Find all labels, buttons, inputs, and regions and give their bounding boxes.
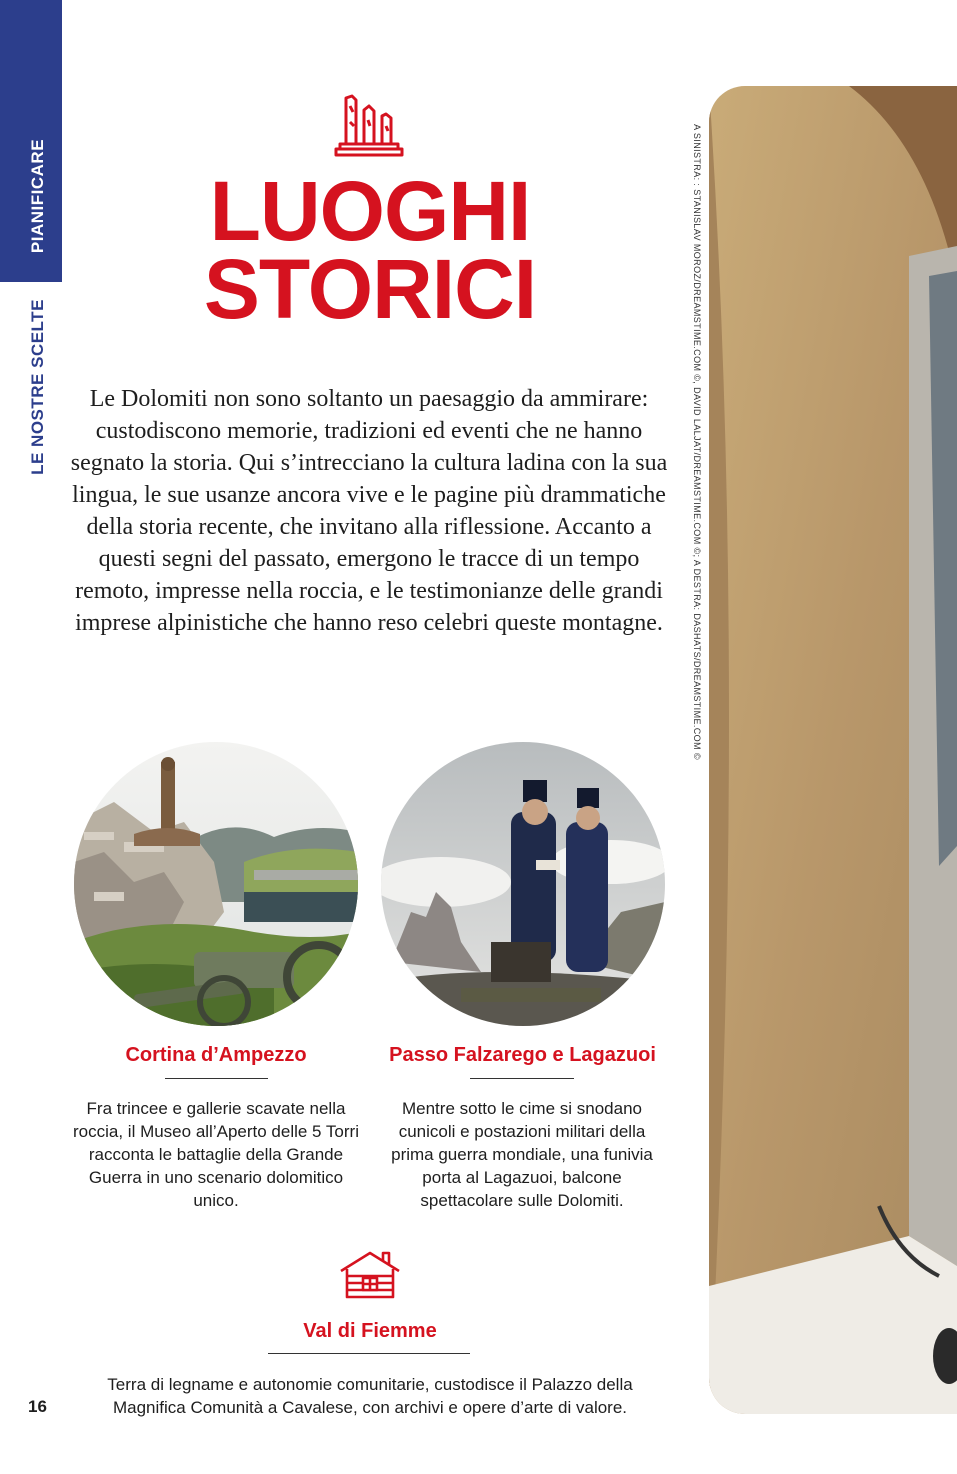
ruins-icon xyxy=(334,92,404,158)
page-title xyxy=(140,164,600,336)
divider xyxy=(165,1078,268,1079)
place-name-cortina: Cortina d’Ampezzo xyxy=(125,1044,307,1066)
sidebar-tab xyxy=(0,0,62,282)
falzarego-photo xyxy=(381,742,665,1026)
place-description-cortina: Fra trincee e gallerie scavate nella roccia, il Museo all’Aperto delle 5 Torri racconta le battaglie della Grande Guerra in uno scenario dolomitico unico. xyxy=(73,1099,359,1210)
place-name-fiemme: Val di Fiemme xyxy=(303,1320,437,1342)
museum-photo xyxy=(709,86,957,1414)
title-line-1: LUOGHI xyxy=(209,164,531,258)
sidebar-section-label: LE NOSTRE SCELTE xyxy=(28,299,47,475)
photo-credit: A SINISTRA: : STANISLAV MOROZ/DREAMSTIME.COM ©, DAVID LALJAT/DREAMSTIME.COM ©; A DESTRA: DASHATS/DREAMSTIME.COM © xyxy=(692,124,702,760)
sidebar-tab-label: PIANIFICARE xyxy=(28,138,47,254)
place-description-fiemme: Terra di legname e autonomie comunitarie, custodisce il Palazzo della Magnifica Comunità a Cavalese, con archivi e opere d’arte di valore. xyxy=(107,1375,633,1417)
intro-paragraph: Le Dolomiti non sono soltanto un paesaggio da ammirare: custodiscono memorie, tradizioni ed eventi che ne hanno segnato la storia. Qui s’intrecciano la cultura ladina con la sua lingua, le sue usanze ancora vive e le pagine più drammatiche della storia recente, che invitano alla riflessione. Accanto a questi segni del passato, emergono le tracce di un tempo remoto, impresse nella roccia, e le testimonianze delle grandi imprese alpinistiche che hanno reso celebri queste montagne. xyxy=(70,386,668,636)
title-line-2: STORICI xyxy=(203,242,537,336)
divider xyxy=(470,1078,574,1079)
place-description-falzarego: Mentre sotto le cime si snodano cunicoli e postazioni militari della prima guerra mondiale, una funivia porta al Lagazuoi, balcone spettacolare sulle Dolomiti. xyxy=(391,1099,653,1210)
cortina-photo xyxy=(74,742,358,1026)
cabin-icon xyxy=(339,1249,401,1301)
divider xyxy=(268,1353,470,1354)
place-name-falzarego: Passo Falzarego e Lagazuoi xyxy=(389,1044,656,1066)
page-number: 16 xyxy=(28,1397,47,1416)
